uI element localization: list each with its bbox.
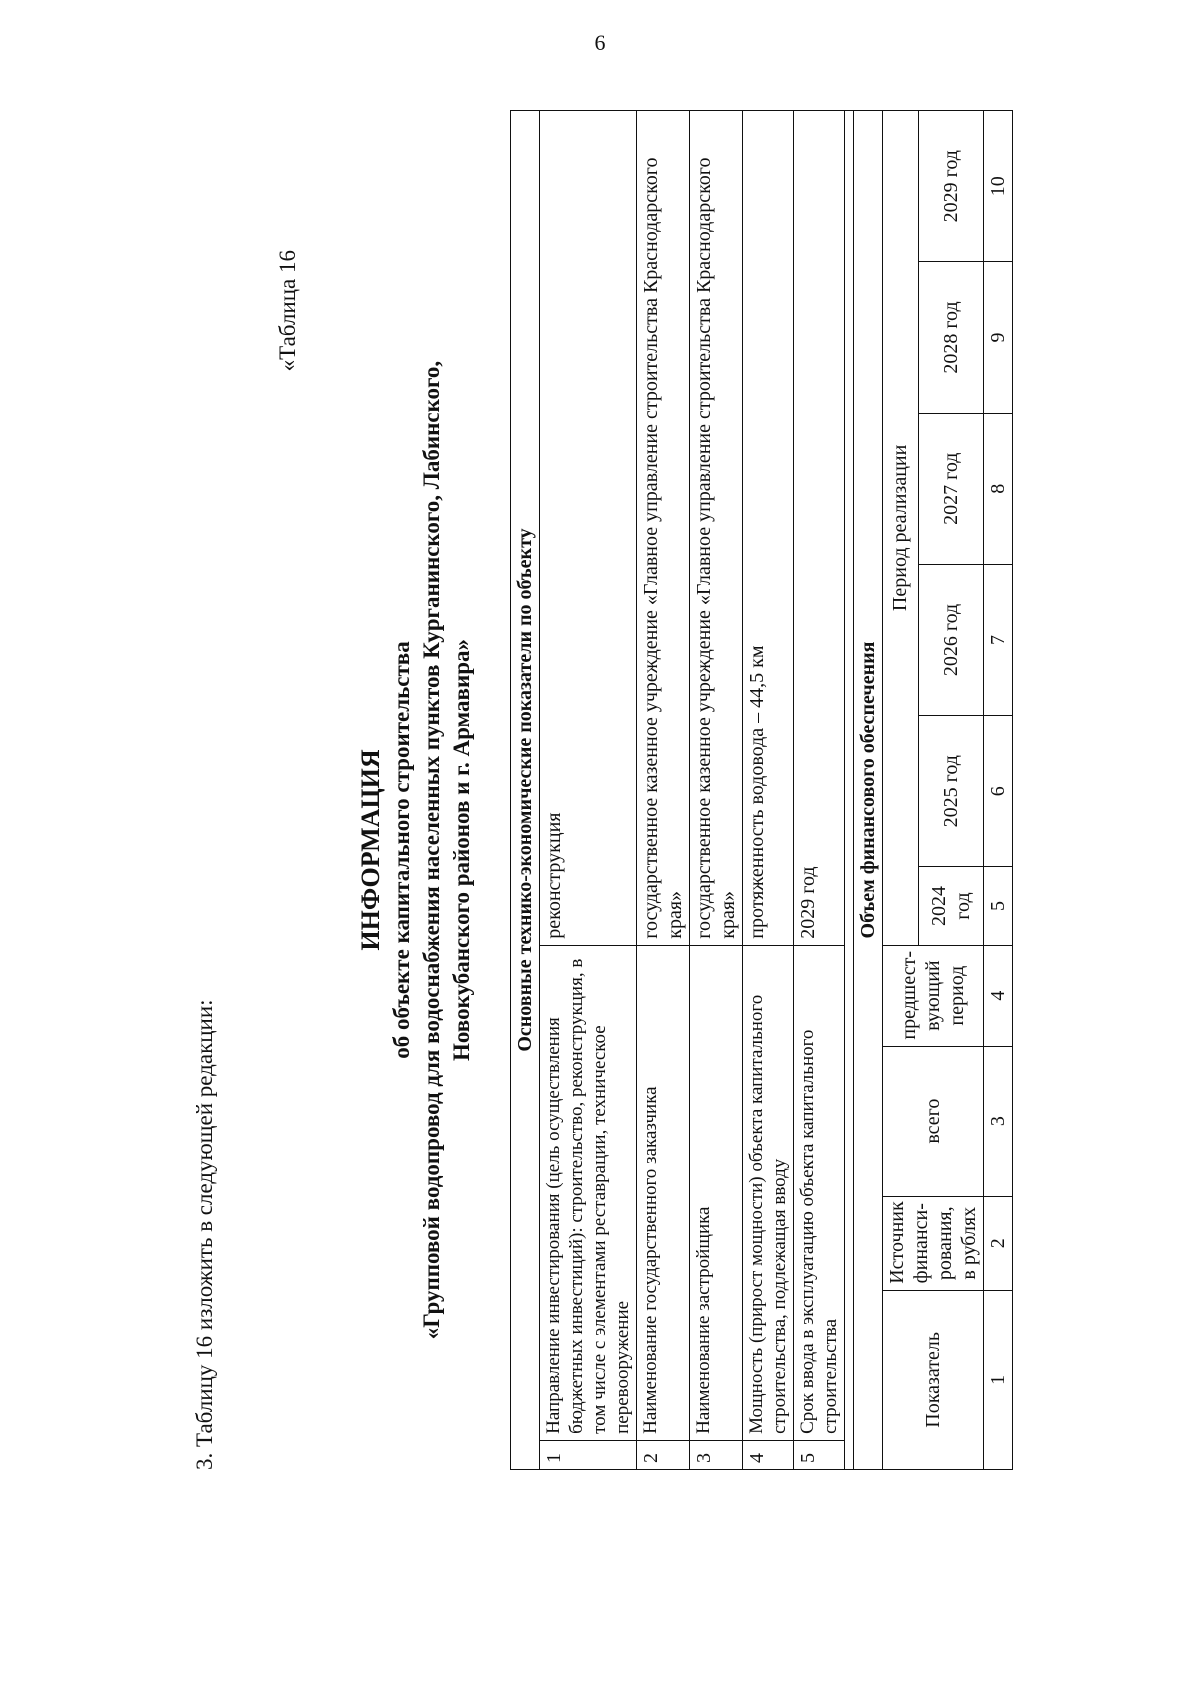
row-label: Наименование застройщика — [690, 945, 743, 1440]
column-number: 8 — [984, 413, 1013, 564]
row-number: 3 — [690, 1440, 743, 1469]
header-period: Период реализации — [883, 111, 919, 946]
heading-title: ИНФОРМАЦИЯ — [356, 749, 385, 951]
row-value: государственное казенное учреждение «Главное управление строительства Краснодарского края» — [690, 111, 743, 946]
header-year: 2029 год — [918, 111, 983, 262]
column-number: 1 — [984, 1290, 1013, 1469]
column-number: 4 — [984, 945, 1013, 1046]
header-year: 2024 год — [918, 867, 983, 945]
header-indicator: Показатель — [883, 1290, 984, 1469]
column-number: 9 — [984, 262, 1013, 413]
row-number: 2 — [637, 1440, 690, 1469]
column-number: 5 — [984, 867, 1013, 945]
info-table — [510, 110, 1013, 1470]
column-number: 3 — [984, 1046, 1013, 1196]
table-spacer — [845, 111, 854, 1470]
intro-text: 3. Таблицу 16 изложить в следующей редакции: — [192, 999, 217, 1470]
row-label: Направление инвестирования (цель осуществления бюджетных инвестиций): строительство, реконструкция, в том числе с элементами реставрации, техническое перевооружение — [540, 945, 637, 1440]
row-value: государственное казенное учреждение «Главное управление строительства Краснодарского края» — [637, 111, 690, 946]
rotated-content — [190, 110, 1050, 1590]
row-value: протяженность водовода – 44,5 км — [743, 111, 794, 946]
column-number: 6 — [984, 716, 1013, 867]
heading-object-name-cont: Новокубанского районов и г. Армавира» — [449, 639, 474, 1062]
header-source: Источник финанси-рования, в рублях — [883, 1196, 984, 1290]
page-number: 6 — [594, 30, 606, 55]
table-row — [540, 111, 637, 1470]
row-number: 1 — [540, 1440, 637, 1469]
section-title-indicators: Основные технико-экономические показатели по объекту — [511, 111, 540, 1470]
table-row — [794, 111, 845, 1470]
heading-subtitle: об объекте капитального строительства — [389, 641, 414, 1059]
header-prior-period: предшест-вующий период — [883, 945, 984, 1046]
row-number: 4 — [743, 1440, 794, 1469]
column-number: 7 — [984, 564, 1013, 715]
row-label: Наименование государственного заказчика — [637, 945, 690, 1440]
header-year: 2027 год — [918, 413, 983, 564]
header-total: всего — [883, 1046, 984, 1196]
row-label: Мощность (прирост мощности) объекта капитального строительства, подлежащая вводу — [743, 945, 794, 1440]
row-number: 5 — [794, 1440, 845, 1469]
header-year: 2028 год — [918, 262, 983, 413]
row-value: 2029 год — [794, 111, 845, 946]
table-label: «Таблица 16 — [275, 250, 300, 372]
header-year: 2026 год — [918, 564, 983, 715]
row-label: Срок ввода в эксплуатацию объекта капитального строительства — [794, 945, 845, 1440]
column-number: 2 — [984, 1196, 1013, 1290]
table-row — [690, 111, 743, 1470]
table-row — [743, 111, 794, 1470]
heading-object-name: «Групповой водопровод для водоснабжения населенных пунктов Курганинского, Лабинского, — [419, 360, 444, 1340]
column-number: 10 — [984, 111, 1013, 262]
column-numbers-row — [984, 111, 1013, 1470]
table-row — [637, 111, 690, 1470]
header-year: 2025 год — [918, 716, 983, 867]
section-title-financing: Объем финансового обеспечения — [854, 111, 883, 1470]
document-heading — [355, 110, 477, 1590]
row-value: реконструкция — [540, 111, 637, 946]
